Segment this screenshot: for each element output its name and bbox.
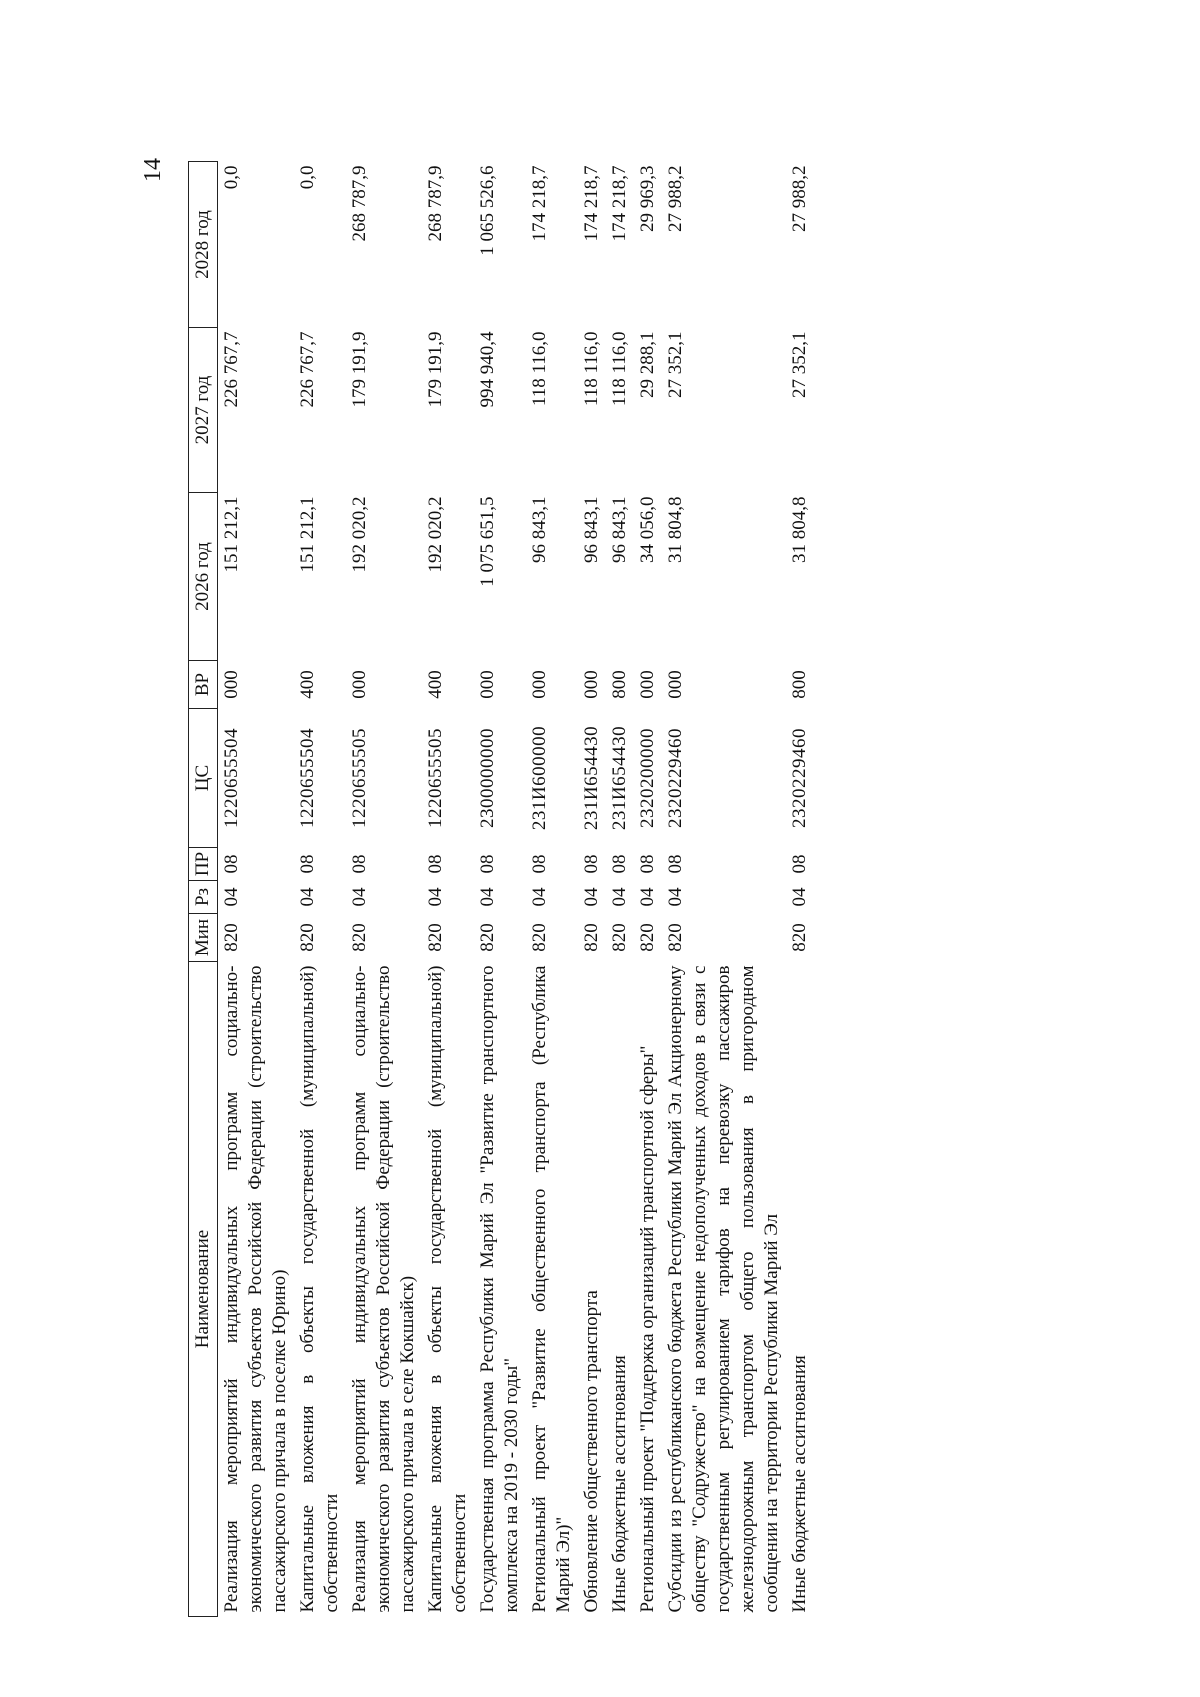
row-name: Региональный проект "Поддержка организаций транспортной сферы" <box>637 1045 658 1613</box>
row-vr: 800 <box>609 670 630 699</box>
row-2027: 118 116,0 <box>581 331 602 407</box>
row-2026: 96 843,1 <box>529 496 550 563</box>
table-row <box>294 162 346 1617</box>
row-name: Реализация мероприятий индивидуальных программ социально-экономического развития субъектов Российской Федерации (строительство пассажирского причала в селе Кокшайск) <box>349 965 418 1613</box>
budget-table <box>188 161 814 1617</box>
header-rz: Рз <box>189 881 218 914</box>
row-2027: 226 767,7 <box>221 331 242 408</box>
row-pr: 08 <box>581 854 602 874</box>
table-row <box>346 162 422 1617</box>
row-vr: 000 <box>477 670 498 699</box>
row-vr: 000 <box>665 670 686 699</box>
row-pr: 08 <box>637 854 658 874</box>
row-cs: 1220655504 <box>297 728 318 828</box>
row-2028: 29 969,3 <box>637 165 658 232</box>
row-rz: 04 <box>789 887 810 907</box>
row-rz: 04 <box>477 887 498 907</box>
row-2028: 268 787,9 <box>425 165 446 242</box>
row-min: 820 <box>349 923 370 952</box>
row-min: 820 <box>609 923 630 952</box>
header-2026: 2026 год <box>189 493 218 661</box>
row-2027: 179 191,9 <box>349 331 370 408</box>
row-rz: 04 <box>349 887 370 907</box>
table-row <box>422 162 474 1617</box>
row-2026: 151 212,1 <box>221 496 242 573</box>
table-row <box>218 162 295 1617</box>
table-row <box>634 162 662 1617</box>
row-2028: 27 988,2 <box>789 165 810 232</box>
row-2026: 34 056,0 <box>637 496 658 563</box>
table-header-row <box>189 162 218 1617</box>
row-2028: 27 988,2 <box>665 165 686 232</box>
row-2026: 192 020,2 <box>425 496 446 573</box>
row-name: Реализация мероприятий индивидуальных программ социально-экономического развития субъектов Российской Федерации (строительство пассажирского причала в поселке Юрино) <box>221 965 290 1613</box>
row-pr: 08 <box>609 854 630 874</box>
row-rz: 04 <box>297 887 318 907</box>
row-cs: 2320200000 <box>637 728 658 828</box>
row-2026: 192 020,2 <box>349 496 370 573</box>
row-vr: 000 <box>221 670 242 699</box>
row-cs: 1220655505 <box>349 728 370 828</box>
row-name: Обновление общественного транспорта <box>581 1290 602 1613</box>
row-2027: 29 288,1 <box>637 331 658 398</box>
table-row <box>578 162 606 1617</box>
row-rz: 04 <box>581 887 602 907</box>
row-cs: 2320229460 <box>665 728 686 828</box>
header-2027: 2027 год <box>189 328 218 493</box>
row-vr: 400 <box>297 670 318 699</box>
row-vr: 000 <box>529 670 550 699</box>
row-2027: 994 940,4 <box>477 331 498 408</box>
row-cs: 231И654430 <box>609 725 630 831</box>
row-name: Субсидии из республиканского бюджета Республики Марий Эл Акционерному обществу "Содружество" на возмещение недополученных доходов в связи с государственным регулированием тарифов на перевозку пассажиров железнодорожным транспортом общего пользования в пригородном сообщении на территории Республики Марий Эл <box>665 965 782 1613</box>
row-2028: 0,0 <box>221 165 242 190</box>
rotated-page-content <box>188 162 810 1617</box>
row-pr: 08 <box>425 854 446 874</box>
table-body <box>218 162 815 1617</box>
row-cs: 231И600000 <box>529 725 550 831</box>
row-vr: 000 <box>349 670 370 699</box>
header-vr: ВР <box>189 661 218 709</box>
table-row <box>786 162 814 1617</box>
row-2027: 179 191,9 <box>425 331 446 408</box>
header-cs: ЦС <box>189 709 218 848</box>
row-pr: 08 <box>529 854 550 874</box>
row-2027: 27 352,1 <box>665 331 686 398</box>
row-cs: 2300000000 <box>477 728 498 828</box>
row-min: 820 <box>221 923 242 952</box>
row-cs: 1220655505 <box>425 728 446 828</box>
row-2026: 96 843,1 <box>581 496 602 563</box>
row-2026: 31 804,8 <box>789 496 810 563</box>
row-min: 820 <box>665 923 686 952</box>
row-name: Капитальные вложения в объекты государственной (муниципальной) собственности <box>425 965 470 1613</box>
row-2028: 0,0 <box>297 165 318 190</box>
table-row <box>474 162 526 1617</box>
row-cs: 2320229460 <box>789 728 810 828</box>
row-min: 820 <box>789 923 810 952</box>
row-2028: 174 218,7 <box>529 165 550 242</box>
row-name: Региональный проект "Развитие общественного транспорта (Республика Марий Эл)" <box>529 965 574 1613</box>
row-vr: 800 <box>789 670 810 699</box>
row-pr: 08 <box>789 854 810 874</box>
table-row <box>606 162 634 1617</box>
row-vr: 000 <box>581 670 602 699</box>
row-2026: 31 804,8 <box>665 496 686 563</box>
row-2028: 174 218,7 <box>609 165 630 242</box>
row-rz: 04 <box>637 887 658 907</box>
header-2028: 2028 год <box>189 162 218 328</box>
row-rz: 04 <box>221 887 242 907</box>
row-cs: 1220655504 <box>221 728 242 828</box>
row-vr: 000 <box>637 670 658 699</box>
row-rz: 04 <box>609 887 630 907</box>
row-pr: 08 <box>349 854 370 874</box>
row-2028: 174 218,7 <box>581 165 602 242</box>
header-name: Наименование <box>189 962 218 1617</box>
row-2028: 1 065 526,6 <box>477 165 498 256</box>
row-2027: 118 116,0 <box>609 331 630 407</box>
row-min: 820 <box>297 923 318 952</box>
row-min: 820 <box>529 923 550 952</box>
row-2027: 118 116,0 <box>529 331 550 407</box>
row-2026: 151 212,1 <box>297 496 318 573</box>
table-row <box>526 162 578 1617</box>
row-rz: 04 <box>665 887 686 907</box>
row-pr: 08 <box>665 854 686 874</box>
row-name: Иные бюджетные ассигнования <box>609 1355 630 1613</box>
row-2028: 268 787,9 <box>349 165 370 242</box>
row-2026: 96 843,1 <box>609 496 630 563</box>
row-min: 820 <box>477 923 498 952</box>
row-min: 820 <box>637 923 658 952</box>
row-2027: 27 352,1 <box>789 331 810 398</box>
header-pr: ПР <box>189 848 218 881</box>
row-2026: 1 075 651,5 <box>477 496 498 587</box>
row-min: 820 <box>581 923 602 952</box>
table-row <box>662 162 786 1617</box>
row-cs: 231И654430 <box>581 725 602 831</box>
row-vr: 400 <box>425 670 446 699</box>
row-2027: 226 767,7 <box>297 331 318 408</box>
row-min: 820 <box>425 923 446 952</box>
header-min: Мин <box>189 914 218 962</box>
row-pr: 08 <box>477 854 498 874</box>
row-name: Капитальные вложения в объекты государственной (муниципальной) собственности <box>297 965 342 1613</box>
page-number: 14 <box>140 158 166 182</box>
row-pr: 08 <box>297 854 318 874</box>
row-name: Иные бюджетные ассигнования <box>789 1355 810 1613</box>
row-pr: 08 <box>221 854 242 874</box>
row-name: Государственная программа Республики Марий Эл "Развитие транспортного комплекса на 2019 - 2030 годы" <box>477 965 522 1613</box>
row-rz: 04 <box>425 887 446 907</box>
row-rz: 04 <box>529 887 550 907</box>
